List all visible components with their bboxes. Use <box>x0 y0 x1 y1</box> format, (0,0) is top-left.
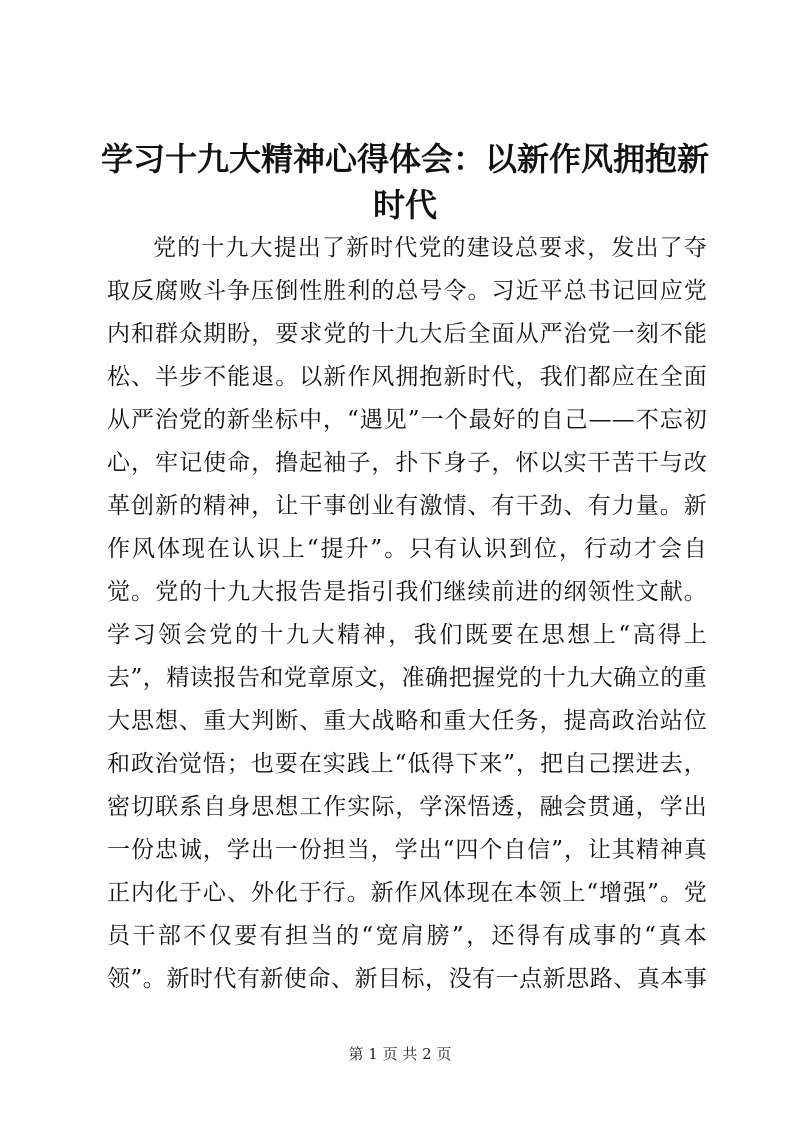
page-footer: 第 1 页 共 2 页 <box>348 1045 452 1063</box>
body-paragraph: 党的十九大提出了新时代党的建设总要求，发出了夺取反腐败斗争压倒性胜利的总号令。习近平总书记回应党内和群众期盼，要求党的十九大后全面从严治党一刻不能松、半步不能退。以新作风拥抱新时代，我们都应在全面从严治党的新坐标中，“遇见”一个最好的自己——不忘初心，牢记使命，撸起袖子，扑下身子，怀以实干苦干与改革创新的精神，让干事创业有激情、有干劲、有力量。新作风体现在认识上“提升”。只有认识到位，行动才会自觉。党的十九大报告是指引我们继续前进的纲领性文献。学习领会党的十九大精神，我们既要在思想上“高得上去”，精读报告和党章原文，准确把握党的十九大确立的重大思想、重大判断、重大战略和重大任务，提高政治站位和政治觉悟；也要在实践上“低得下来”，把自己摆进去，密切联系自身思想工作实际，学深悟透，融会贯通，学出一份忠诚，学出一份担当，学出“四个自信”，让其精神真正内化于心、外化于行。新作风体现在本领上“增强”。党员干部不仅要有担当的“宽肩膀”，还得有成事的“真本领”。新时代有新使命、新目标，没有一点新思路、真本事 <box>107 235 707 992</box>
document-title: 学习十九大精神心得体会：以新作风拥抱新时代 <box>100 140 709 224</box>
